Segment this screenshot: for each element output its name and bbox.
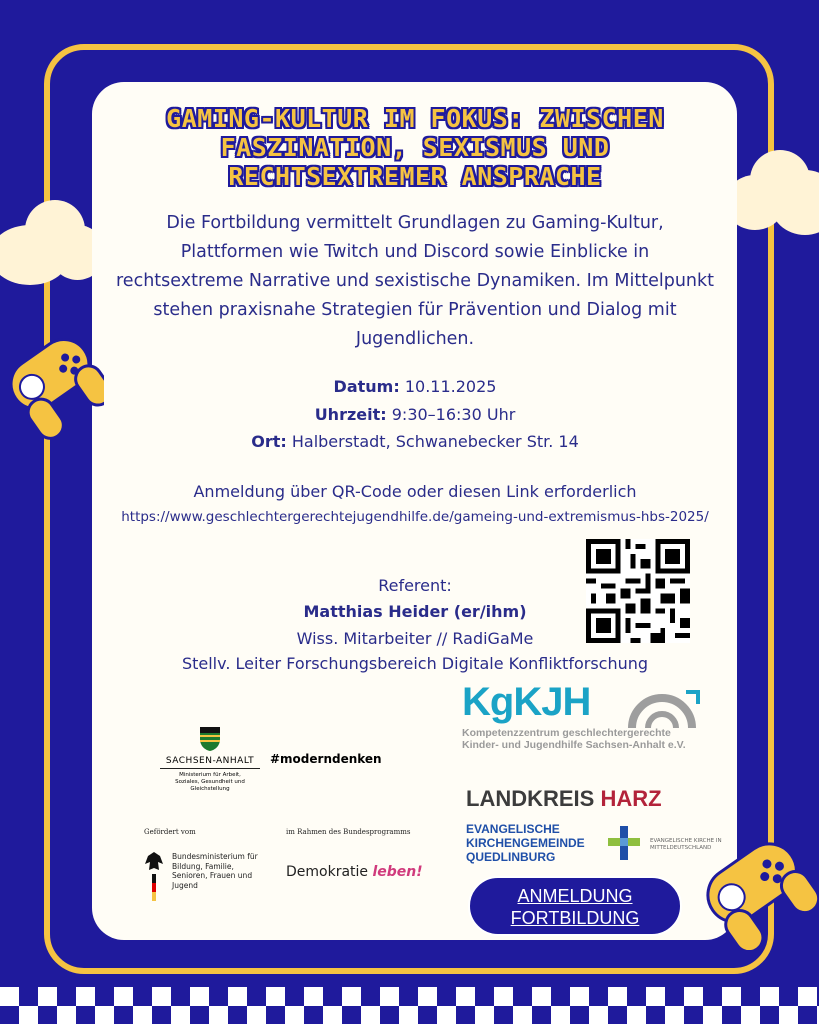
kgkjh-logo: [462, 680, 707, 751]
bundesprogramm-label: im Rahmen des Bundesprogramms: [286, 828, 411, 836]
checkered-footer: [0, 987, 819, 1024]
date-label: Datum:: [333, 377, 400, 396]
time-line: [130, 405, 700, 424]
intro-text: Die Fortbildung vermittelt Grundlagen zu Gaming-Kultur, Plattformen wie Twitch und Discord sowie Einblicke in rechtsextreme Narrative und sexistische Dynamiken. Im Mittelpunkt stehen praxisnahe Strategien für Prävention und Dialog mit Jugendlichen.: [116, 213, 714, 349]
speaker-name: Matthias Heider (er/ihm): [303, 602, 527, 621]
place-label: Ort:: [251, 432, 287, 451]
harz-text: HARZ: [600, 786, 662, 811]
federal-eagle-icon: [144, 850, 164, 902]
place-line: [130, 432, 700, 451]
ekm-logo: [606, 824, 736, 866]
kgkjh-subtitle-1: Kompetenzzentrum geschlechtergerechte: [462, 727, 671, 739]
date-value: 10.11.2025: [404, 377, 497, 396]
ministerium-text: Ministerium für Arbeit, Soziales, Gesundheit und Gleichstellung: [175, 772, 245, 792]
ev-kirchengemeinde-logo: EVANGELISCHE KIRCHENGEMEINDE QUEDLINBURG: [466, 822, 585, 864]
speaker-label: Referent:: [378, 576, 452, 595]
leben-text: leben!: [372, 864, 423, 880]
ekm-text: EVANGELISCHE KIRCHE IN MITTELDEUTSCHLAND: [650, 838, 722, 851]
time-value: 9:30–16:30 Uhr: [391, 405, 516, 424]
date-line: [130, 377, 700, 396]
time-label: Uhrzeit:: [314, 405, 387, 424]
coat-of-arms-icon: [199, 726, 221, 752]
gefoerdert-label: Gefördert vom: [144, 828, 196, 836]
bmfsfj-text: Bundesministerium für Bildung, Familie, Senioren, Frauen und Jugend: [172, 852, 258, 890]
sachsen-anhalt-name: SACHSEN-ANHALT: [160, 756, 260, 769]
registration-link[interactable]: https://www.geschlechtergerechtejugendhilfe.de/gameing-und-extremismus-hbs-2025/: [121, 509, 709, 525]
speaker-role-2: Stellv. Leiter Forschungsbereich Digitale Konfliktforschung: [181, 654, 649, 673]
bmfsfj-logo: [144, 850, 264, 906]
landkreis-text: LANDKREIS: [466, 786, 595, 811]
moderndenken-logo: #moderndenken: [270, 752, 382, 766]
page-title: GAMING-KULTUR IM FOKUS: ZWISCHEN FASZINATION, SEXISMUS UND RECHTSEXTREMER ANSPRACHE: [166, 104, 664, 191]
kgkjh-arc-icon: [622, 686, 702, 732]
landkreis-harz-logo: [466, 786, 662, 812]
kgkjh-wordmark: KgKJH: [462, 680, 591, 724]
speaker-role: Wiss. Mitarbeiter // RadiGaMe: [296, 629, 534, 648]
sachsen-anhalt-logo: [160, 726, 260, 793]
place-value: Halberstadt, Schwanebecker Str. 14: [291, 432, 579, 451]
gamepad-left-icon: [4, 318, 104, 443]
ekm-cross-icon: [606, 824, 642, 862]
registration-text: Anmeldung über QR-Code oder diesen Link erforderlich: [193, 482, 637, 501]
demokratie-leben-logo: [286, 864, 423, 880]
kgkjh-subtitle-2: Kinder- und Jugendhilfe Sachsen-Anhalt e.V.: [462, 739, 686, 751]
demokratie-text: Demokratie: [286, 864, 369, 880]
register-button[interactable]: ANMELDUNG FORTBILDUNG: [468, 876, 682, 936]
